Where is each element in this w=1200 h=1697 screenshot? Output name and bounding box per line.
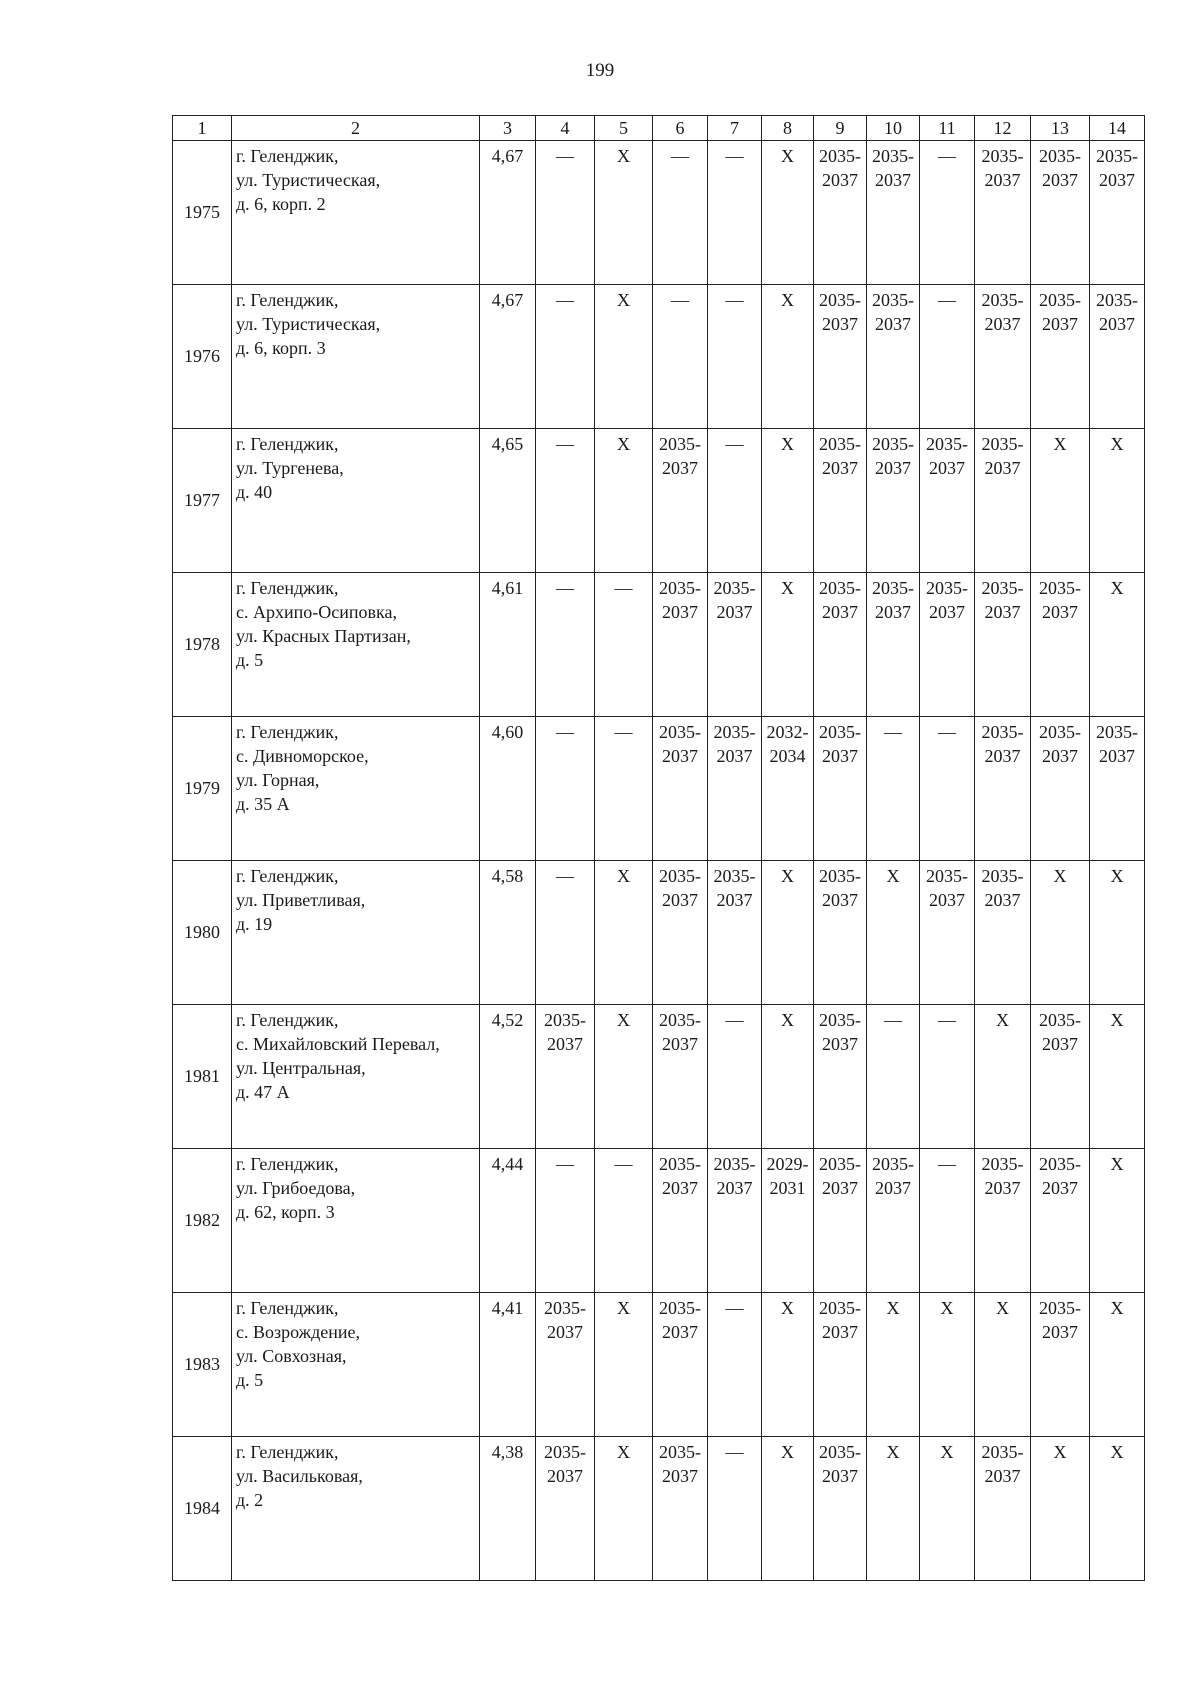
row-number: 1983 <box>173 1293 232 1437</box>
period-cell-col-9: 2035- 2037 <box>814 285 867 429</box>
period-cell-col-11: — <box>920 1149 975 1293</box>
period-cell-col-9: 2035- 2037 <box>814 1437 867 1581</box>
table-row <box>173 141 1145 285</box>
period-cell-col-11: — <box>920 141 975 285</box>
registry-table <box>172 115 1145 1581</box>
period-cell-col-5: Х <box>595 861 653 1005</box>
period-cell-col-13: 2035- 2037 <box>1031 1149 1090 1293</box>
period-cell-col-12: 2035- 2037 <box>975 429 1031 573</box>
row-number: 1984 <box>173 1437 232 1581</box>
period-cell-col-5: — <box>595 1149 653 1293</box>
period-cell-col-11: — <box>920 1005 975 1149</box>
period-cell-col-8: Х <box>762 429 814 573</box>
period-cell-col-10: — <box>867 717 920 861</box>
column-header-2: 2 <box>232 116 480 141</box>
table-row <box>173 1005 1145 1149</box>
table-header <box>173 116 1145 141</box>
period-cell-col-5: Х <box>595 1293 653 1437</box>
score-cell: 4,38 <box>480 1437 536 1581</box>
period-cell-col-5: Х <box>595 141 653 285</box>
period-cell-col-11: — <box>920 285 975 429</box>
period-cell-col-4: — <box>536 573 595 717</box>
period-cell-col-8: 2029- 2031 <box>762 1149 814 1293</box>
period-cell-col-13: Х <box>1031 1437 1090 1581</box>
period-cell-col-5: Х <box>595 429 653 573</box>
score-cell: 4,67 <box>480 285 536 429</box>
period-cell-col-8: Х <box>762 1005 814 1149</box>
period-cell-col-14: Х <box>1090 573 1145 717</box>
period-cell-col-11: — <box>920 717 975 861</box>
row-number: 1976 <box>173 285 232 429</box>
address-cell: г. Геленджик, ул. Приветливая, д. 19 <box>232 861 480 1005</box>
period-cell-col-5: — <box>595 717 653 861</box>
period-cell-col-4: — <box>536 1149 595 1293</box>
score-cell: 4,44 <box>480 1149 536 1293</box>
table-row <box>173 1293 1145 1437</box>
table-row <box>173 1149 1145 1293</box>
period-cell-col-13: 2035- 2037 <box>1031 1005 1090 1149</box>
column-header-4: 4 <box>536 116 595 141</box>
period-cell-col-13: 2035- 2037 <box>1031 573 1090 717</box>
period-cell-col-7: 2035- 2037 <box>708 1149 762 1293</box>
period-cell-col-8: Х <box>762 573 814 717</box>
period-cell-col-9: 2035- 2037 <box>814 1005 867 1149</box>
period-cell-col-7: — <box>708 1005 762 1149</box>
period-cell-col-7: — <box>708 429 762 573</box>
table-row <box>173 1437 1145 1581</box>
period-cell-col-10: 2035- 2037 <box>867 285 920 429</box>
period-cell-col-9: 2035- 2037 <box>814 573 867 717</box>
period-cell-col-10: 2035- 2037 <box>867 429 920 573</box>
period-cell-col-10: Х <box>867 1293 920 1437</box>
period-cell-col-4: — <box>536 861 595 1005</box>
period-cell-col-13: 2035- 2037 <box>1031 717 1090 861</box>
address-cell: г. Геленджик, с. Архипо-Осиповка, ул. Красных Партизан, д. 5 <box>232 573 480 717</box>
period-cell-col-6: 2035- 2037 <box>653 861 708 1005</box>
period-cell-col-6: — <box>653 141 708 285</box>
period-cell-col-12: 2035- 2037 <box>975 717 1031 861</box>
period-cell-col-14: 2035- 2037 <box>1090 285 1145 429</box>
period-cell-col-10: 2035- 2037 <box>867 141 920 285</box>
period-cell-col-12: Х <box>975 1005 1031 1149</box>
period-cell-col-11: Х <box>920 1437 975 1581</box>
period-cell-col-6: 2035- 2037 <box>653 717 708 861</box>
period-cell-col-7: — <box>708 1293 762 1437</box>
period-cell-col-13: Х <box>1031 861 1090 1005</box>
table-row <box>173 861 1145 1005</box>
period-cell-col-6: — <box>653 285 708 429</box>
period-cell-col-5: — <box>595 573 653 717</box>
period-cell-col-14: 2035- 2037 <box>1090 141 1145 285</box>
period-cell-col-9: 2035- 2037 <box>814 1293 867 1437</box>
period-cell-col-8: Х <box>762 861 814 1005</box>
period-cell-col-8: Х <box>762 1293 814 1437</box>
row-number: 1975 <box>173 141 232 285</box>
score-cell: 4,41 <box>480 1293 536 1437</box>
row-number: 1978 <box>173 573 232 717</box>
column-header-6: 6 <box>653 116 708 141</box>
address-cell: г. Геленджик, ул. Туристическая, д. 6, корп. 3 <box>232 285 480 429</box>
column-header-7: 7 <box>708 116 762 141</box>
period-cell-col-8: 2032- 2034 <box>762 717 814 861</box>
period-cell-col-11: 2035- 2037 <box>920 573 975 717</box>
column-header-10: 10 <box>867 116 920 141</box>
period-cell-col-4: — <box>536 285 595 429</box>
period-cell-col-14: Х <box>1090 1293 1145 1437</box>
table-row <box>173 429 1145 573</box>
period-cell-col-8: Х <box>762 1437 814 1581</box>
period-cell-col-13: 2035- 2037 <box>1031 1293 1090 1437</box>
period-cell-col-7: 2035- 2037 <box>708 861 762 1005</box>
period-cell-col-12: 2035- 2037 <box>975 1437 1031 1581</box>
score-cell: 4,65 <box>480 429 536 573</box>
period-cell-col-4: 2035- 2037 <box>536 1437 595 1581</box>
period-cell-col-8: Х <box>762 285 814 429</box>
page-number: 199 <box>585 60 615 81</box>
period-cell-col-13: 2035- 2037 <box>1031 285 1090 429</box>
period-cell-col-5: Х <box>595 1437 653 1581</box>
period-cell-col-14: Х <box>1090 1005 1145 1149</box>
period-cell-col-4: — <box>536 141 595 285</box>
score-cell: 4,58 <box>480 861 536 1005</box>
period-cell-col-6: 2035- 2037 <box>653 573 708 717</box>
period-cell-col-11: Х <box>920 1293 975 1437</box>
row-number: 1977 <box>173 429 232 573</box>
period-cell-col-9: 2035- 2037 <box>814 429 867 573</box>
table-row <box>173 285 1145 429</box>
period-cell-col-12: 2035- 2037 <box>975 1149 1031 1293</box>
period-cell-col-12: Х <box>975 1293 1031 1437</box>
period-cell-col-14: Х <box>1090 1437 1145 1581</box>
period-cell-col-13: Х <box>1031 429 1090 573</box>
column-header-11: 11 <box>920 116 975 141</box>
row-number: 1981 <box>173 1005 232 1149</box>
period-cell-col-6: 2035- 2037 <box>653 1005 708 1149</box>
column-header-13: 13 <box>1031 116 1090 141</box>
address-cell: г. Геленджик, ул. Туристическая, д. 6, корп. 2 <box>232 141 480 285</box>
column-header-14: 14 <box>1090 116 1145 141</box>
period-cell-col-7: 2035- 2037 <box>708 717 762 861</box>
column-header-12: 12 <box>975 116 1031 141</box>
period-cell-col-14: Х <box>1090 429 1145 573</box>
period-cell-col-11: 2035- 2037 <box>920 429 975 573</box>
period-cell-col-13: 2035- 2037 <box>1031 141 1090 285</box>
period-cell-col-9: 2035- 2037 <box>814 861 867 1005</box>
period-cell-col-8: Х <box>762 141 814 285</box>
row-number: 1980 <box>173 861 232 1005</box>
row-number: 1979 <box>173 717 232 861</box>
table-row <box>173 573 1145 717</box>
period-cell-col-12: 2035- 2037 <box>975 573 1031 717</box>
period-cell-col-10: 2035- 2037 <box>867 573 920 717</box>
address-cell: г. Геленджик, ул. Васильковая, д. 2 <box>232 1437 480 1581</box>
address-cell: г. Геленджик, с. Михайловский Перевал, ул. Центральная, д. 47 А <box>232 1005 480 1149</box>
column-number-row <box>173 116 1145 141</box>
score-cell: 4,52 <box>480 1005 536 1149</box>
period-cell-col-14: Х <box>1090 1149 1145 1293</box>
table-row <box>173 717 1145 861</box>
period-cell-col-5: Х <box>595 285 653 429</box>
period-cell-col-14: Х <box>1090 861 1145 1005</box>
period-cell-col-4: 2035- 2037 <box>536 1293 595 1437</box>
period-cell-col-9: 2035- 2037 <box>814 1149 867 1293</box>
period-cell-col-10: Х <box>867 1437 920 1581</box>
period-cell-col-6: 2035- 2037 <box>653 429 708 573</box>
period-cell-col-6: 2035- 2037 <box>653 1437 708 1581</box>
period-cell-col-14: 2035- 2037 <box>1090 717 1145 861</box>
period-cell-col-4: — <box>536 429 595 573</box>
column-header-8: 8 <box>762 116 814 141</box>
address-cell: г. Геленджик, ул. Тургенева, д. 40 <box>232 429 480 573</box>
period-cell-col-10: Х <box>867 861 920 1005</box>
column-header-5: 5 <box>595 116 653 141</box>
period-cell-col-7: — <box>708 1437 762 1581</box>
period-cell-col-5: Х <box>595 1005 653 1149</box>
period-cell-col-10: 2035- 2037 <box>867 1149 920 1293</box>
period-cell-col-6: 2035- 2037 <box>653 1293 708 1437</box>
score-cell: 4,60 <box>480 717 536 861</box>
row-number: 1982 <box>173 1149 232 1293</box>
period-cell-col-4: 2035- 2037 <box>536 1005 595 1149</box>
period-cell-col-4: — <box>536 717 595 861</box>
column-header-3: 3 <box>480 116 536 141</box>
score-cell: 4,61 <box>480 573 536 717</box>
address-cell: г. Геленджик, ул. Грибоедова, д. 62, корп. 3 <box>232 1149 480 1293</box>
period-cell-col-12: 2035- 2037 <box>975 285 1031 429</box>
period-cell-col-9: 2035- 2037 <box>814 141 867 285</box>
period-cell-col-7: 2035- 2037 <box>708 573 762 717</box>
period-cell-col-7: — <box>708 285 762 429</box>
period-cell-col-11: 2035- 2037 <box>920 861 975 1005</box>
period-cell-col-6: 2035- 2037 <box>653 1149 708 1293</box>
table-body <box>173 141 1145 1581</box>
period-cell-col-7: — <box>708 141 762 285</box>
period-cell-col-9: 2035- 2037 <box>814 717 867 861</box>
period-cell-col-10: — <box>867 1005 920 1149</box>
score-cell: 4,67 <box>480 141 536 285</box>
period-cell-col-12: 2035- 2037 <box>975 861 1031 1005</box>
period-cell-col-12: 2035- 2037 <box>975 141 1031 285</box>
column-header-1: 1 <box>173 116 232 141</box>
address-cell: г. Геленджик, с. Возрождение, ул. Совхозная, д. 5 <box>232 1293 480 1437</box>
column-header-9: 9 <box>814 116 867 141</box>
address-cell: г. Геленджик, с. Дивноморское, ул. Горная, д. 35 А <box>232 717 480 861</box>
